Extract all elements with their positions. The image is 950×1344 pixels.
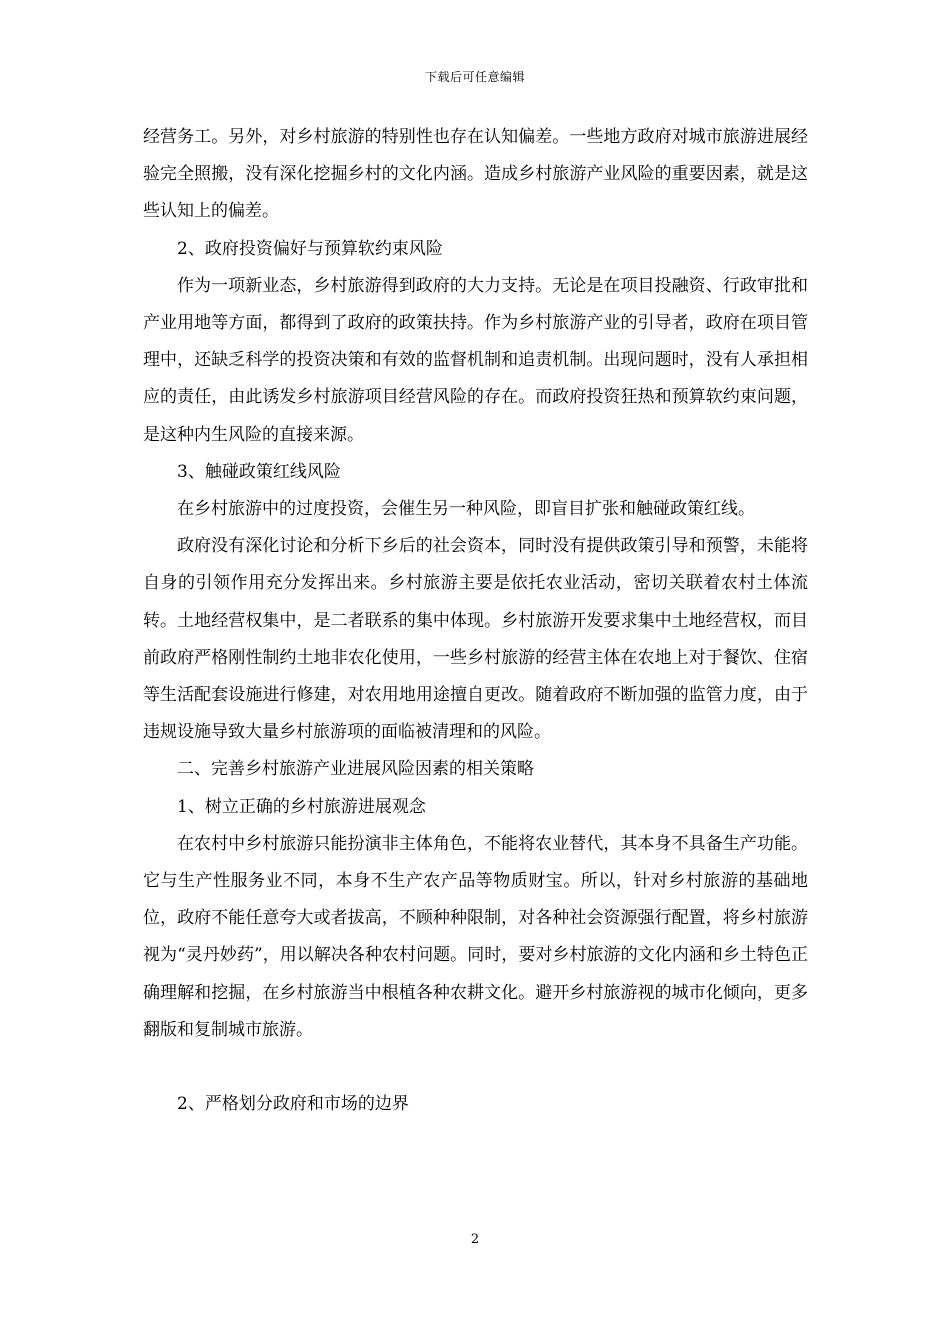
subheading-development-concept: 1、树立正确的乡村旅游进展观念 xyxy=(177,796,426,817)
subheading-government-market-boundary: 2、严格划分政府和市场的边界 xyxy=(177,1094,409,1115)
paragraph-overinvestment: 在乡村旅游中的过度投资，会催生另一种风险，即盲目扩张和触碰政策红线。 xyxy=(177,499,755,520)
subheading-investment-risk: 2、政府投资偏好与预算软约束风险 xyxy=(177,238,443,259)
paragraph-land-use: 政府没有深化讨论和分析下乡后的社会资本，同时没有提供政策引导和预警，未能将自身的引领作用充分发挥出来。乡村旅游主要是依托农业活动，密切关联着农村土体流转。土地经营权集中，是二者联系的集中体现。乡村旅游开发要求集中土地经营权，而目前政府严格刚性制约土地非农化使用，一些乡村旅游的经营主体在农地上对于餐饮、住宿等生活配套设施进行修建，对农用地用途擅自更改。随着政府不断加强的监管力度，由于违规设施导致大量乡村旅游项的面临被清理和的风险。 xyxy=(143,536,808,743)
page-number: 2 xyxy=(470,1232,480,1247)
page-header: 下载后可任意编辑 xyxy=(424,70,525,84)
document-body xyxy=(143,119,808,1123)
paragraph-development-concept: 在农村中乡村旅游只能扮演非主体角色，不能将农业替代，其本身不具备生产功能。它与生产性服务业不同，本身不生产农产品等物质财宝。所以，针对乡村旅游的基础地位，政府不能任意夸大或者拔高，不顾种种限制，对各种社会资源强行配置，将乡村旅游视为“灵丹妙药”，用以解决各种农村问题。同时，要对乡村旅游的文化内涵和乡土特色正确理解和挖掘，在乡村旅游当中根植各种农耕文化。避开乡村旅游视的城市化倾向，更多翻版和复制城市旅游。 xyxy=(143,833,808,1040)
section-heading-strategies: 二、完善乡村旅游产业进展风险因素的相关策略 xyxy=(177,759,534,780)
paragraph-continuation: 经营务工。另外，对乡村旅游的特别性也存在认知偏差。一些地方政府对城市旅游进展经验完全照搬，没有深化挖掘乡村的文化内涵。造成乡村旅游产业风险的重要因素，就是这些认知上的偏差。 xyxy=(143,127,808,222)
paragraph-investment-risk: 作为一项新业态，乡村旅游得到政府的大力支持。无论是在项目投融资、行政审批和产业用地等方面，都得到了政府的政策扶持。作为乡村旅游产业的引导者，政府在项目管理中，还缺乏科学的投资决策和有效的监督机制和追责机制。出现问题时，没有人承担相应的责任，由此诱发乡村旅游项目经营风险的存在。而政府投资狂热和预算软约束问题，是这种内生风险的直接来源。 xyxy=(143,275,808,445)
subheading-policy-redline-risk: 3、触碰政策红线风险 xyxy=(177,461,341,482)
